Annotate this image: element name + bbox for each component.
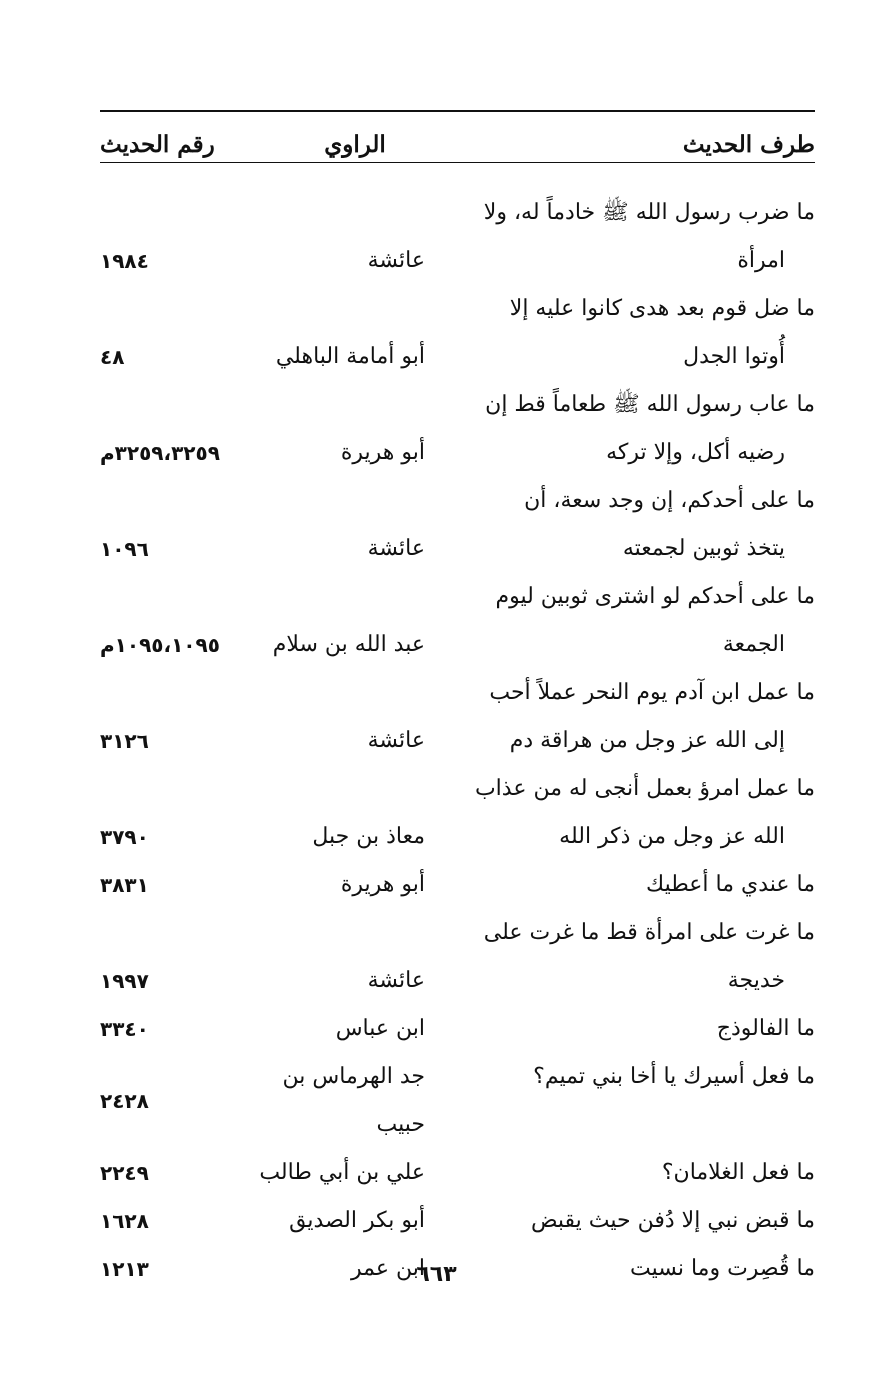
hadith-text <box>445 1197 815 1245</box>
hadith-line1: ما غرت على امرأة قط ما غرت على <box>483 920 815 945</box>
hadith-number: ٣١٢٦ <box>100 729 149 753</box>
entry-row <box>100 1197 815 1245</box>
hadith-text <box>445 1053 815 1149</box>
hadith-number: ١٩٨٤ <box>100 249 149 273</box>
narrator: عبد الله بن سلام <box>272 632 425 657</box>
hadith-number: ٢٤٢٨ <box>100 1089 149 1113</box>
hadith-text <box>445 909 815 1005</box>
hadith-number: ١٦٢٨ <box>100 1209 149 1233</box>
hadith-line1: ما قبض نبي إلا دُفن حيث يقبض <box>530 1208 815 1233</box>
hadith-text <box>445 1149 815 1197</box>
hadith-line1: ما عمل امرؤ بعمل أنجى له من عذاب <box>474 776 815 801</box>
hadith-line1: ما ضل قوم بعد هدى كانوا عليه إلا <box>509 296 815 321</box>
hadith-number: ٢٢٤٩ <box>100 1161 149 1185</box>
hadith-text <box>445 573 815 669</box>
entry-row <box>100 765 815 861</box>
hadith-number: ٤٨ <box>100 345 125 369</box>
hadith-number: ٣٣٤٠ <box>100 1017 149 1041</box>
hadith-text <box>445 765 815 861</box>
hadith-line1: ما عندي ما أعطيك <box>646 872 815 897</box>
hadith-text <box>445 861 815 909</box>
header-narrator: الراوي <box>324 131 386 158</box>
entry-row <box>100 573 815 669</box>
narrator: أبو هريرة <box>340 440 425 465</box>
hadith-number: ٣٨٣١ <box>100 873 149 897</box>
narrator: أبو بكر الصديق <box>289 1208 425 1233</box>
entry-row <box>100 909 815 1005</box>
hadith-text <box>445 381 815 477</box>
hadith-line1: ما عاب رسول الله ﷺ طعاماً قط إن <box>485 392 815 417</box>
hadith-number: ٣٧٩٠ <box>100 825 149 849</box>
entry-row <box>100 285 815 381</box>
hadith-line1: ما عمل ابن آدم يوم النحر عملاً أحب <box>489 680 815 705</box>
hadith-line1: ما على أحدكم، إن وجد سعة، أن <box>524 488 815 513</box>
hadith-number: ١٩٩٧ <box>100 969 149 993</box>
hadith-line1: ما ضرب رسول الله ﷺ خادماً له، ولا <box>483 200 815 225</box>
entry-row <box>100 1149 815 1197</box>
top-rule <box>100 110 815 112</box>
hadith-text <box>445 669 815 765</box>
hadith-line1: ما فعل أسيرك يا أخا بني تميم؟ <box>533 1064 815 1089</box>
entry-row <box>100 381 815 477</box>
hadith-line1: ما على أحدكم لو اشترى ثوبين ليوم <box>495 584 815 609</box>
narrator: عائشة <box>367 728 425 753</box>
hadith-line2: رضيه أكل، وإلا تركه <box>606 440 785 465</box>
narrator: أبو هريرة <box>340 872 425 897</box>
narrator: عائشة <box>367 968 425 993</box>
entry-row <box>100 669 815 765</box>
hadith-text <box>445 477 815 573</box>
hadith-line2: يتخذ ثوبين لجمعته <box>622 536 785 561</box>
hadith-number: ٣٢٥٩،٣٢٥٩م <box>100 441 220 465</box>
hadith-text <box>445 1005 815 1053</box>
narrator: معاذ بن جبل <box>312 824 425 849</box>
hadith-line2: الجمعة <box>722 632 785 657</box>
hadith-line1: ما قُصِرت وما نسيت <box>629 1256 815 1281</box>
hadith-number: ١٠٩٥،١٠٩٥م <box>100 633 220 657</box>
hadith-line1: ما فعل الغلامان؟ <box>661 1160 815 1185</box>
hadith-line2: امرأة <box>737 248 785 273</box>
hadith-line1: ما الفالوذج <box>716 1016 815 1041</box>
hadith-line2: خديجة <box>727 968 785 993</box>
header-hadith: طرف الحديث <box>682 131 815 158</box>
entry-row <box>100 1053 815 1149</box>
hadith-line2: إلى الله عز وجل من هراقة دم <box>509 728 785 753</box>
header-number: رقم الحديث <box>100 131 215 158</box>
entry-row <box>100 189 815 285</box>
table-header <box>100 124 815 163</box>
entries-list <box>100 189 815 1293</box>
narrator: ابن عمر <box>351 1256 425 1281</box>
entry-row <box>100 861 815 909</box>
narrator: جد الهرماس بن حبيب <box>282 1064 425 1137</box>
hadith-text <box>445 189 815 285</box>
narrator: ابن عباس <box>335 1016 425 1041</box>
hadith-line2: أُوتوا الجدل <box>683 344 785 369</box>
entry-row <box>100 477 815 573</box>
narrator: عائشة <box>367 248 425 273</box>
narrator: أبو أمامة الباهلي <box>275 344 425 369</box>
hadith-number: ١٢١٣ <box>100 1257 149 1281</box>
page-number: ٦٦٣ <box>416 1262 457 1287</box>
narrator: عائشة <box>367 536 425 561</box>
hadith-number: ١٠٩٦ <box>100 537 149 561</box>
narrator: علي بن أبي طالب <box>259 1160 425 1185</box>
index-page <box>100 110 815 1293</box>
hadith-line2: الله عز وجل من ذكر الله <box>559 824 785 849</box>
hadith-text <box>445 285 815 381</box>
entry-row <box>100 1005 815 1053</box>
